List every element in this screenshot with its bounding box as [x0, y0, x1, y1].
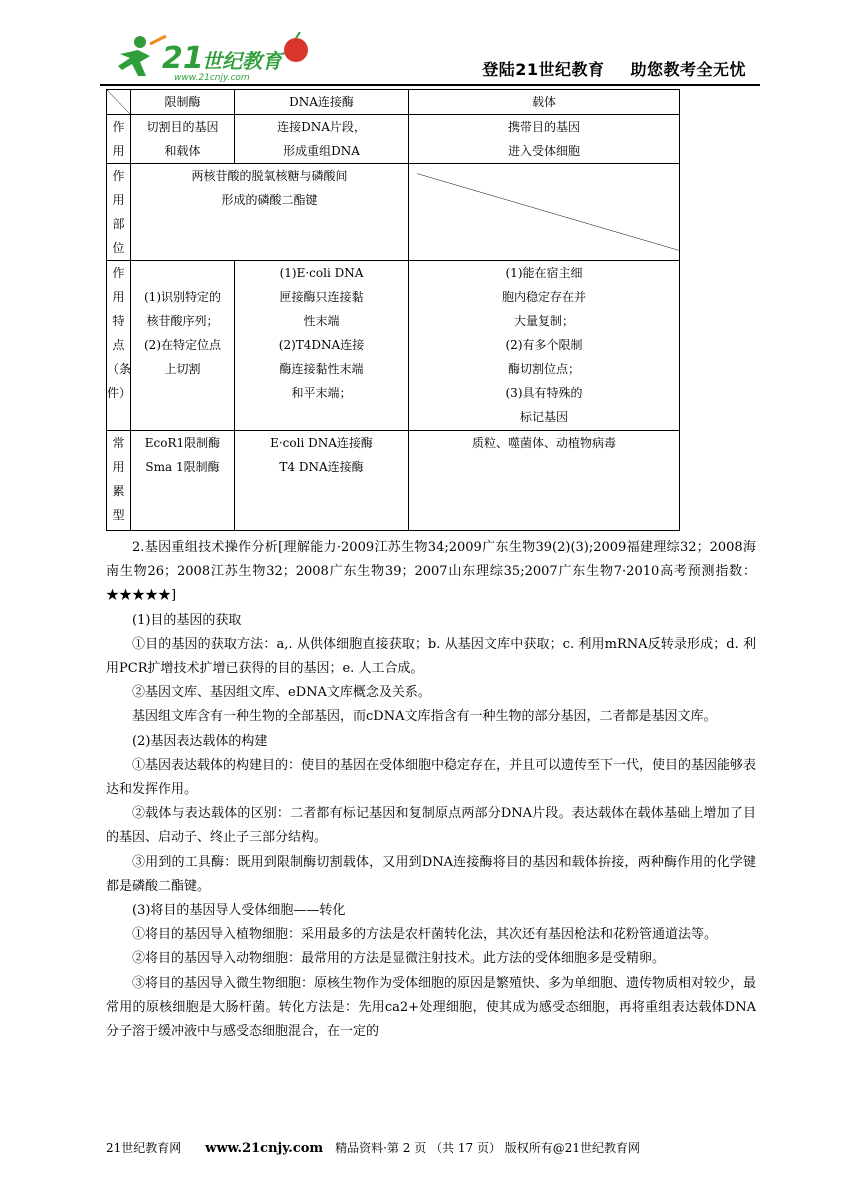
table-cell: 质粒、噬菌体、动植物病毒 [409, 431, 680, 531]
row-label: 作用特点（条件） [107, 261, 131, 431]
paragraph: ①将目的基因导入植物细胞：采用最多的方法是农杆菌转化法，其次还有基因枪法和花粉管通道法等。 [132, 927, 718, 943]
table-cell: E·coli DNA连接酶 T4 DNA连接酶 [235, 431, 409, 531]
paragraph: 基因组文库含有一种生物的全部基因，而cDNA文库指含有一种生物的部分基因，二者都是基因文库。 [132, 709, 717, 725]
svg-text:世纪教育: 世纪教育 [202, 49, 282, 73]
table-cell: (1)能在宿主细 胞内稳定存在并 大量复制； (2)有多个限制 酶切割位点； (3)具有特殊的 标记基因 [409, 261, 680, 431]
slogan-left: 登陆21世纪教育 [482, 60, 605, 79]
logo-graphic [110, 32, 320, 82]
svg-text:21: 21 [162, 41, 204, 76]
row-label: 作用 [107, 115, 131, 164]
table-row [107, 431, 680, 531]
table-cell-merged: 两核苷酸的脱氧核糖与磷酸间 形成的磷酸二酯键 [131, 164, 409, 261]
footer-site-link[interactable]: www.21cnjy.com [205, 1141, 324, 1156]
table-cell: (1)E·coli DNA 匣接酶只连接黏 性末端 (2)T4DNA连接 酶连接黏性末端 和平末端； [235, 261, 409, 431]
table-cell: (1)识别特定的 核苷酸序列； (2)在特定位点 上切割 [131, 261, 235, 431]
row-label: 常用累型 [107, 431, 131, 531]
table-header-row [107, 90, 680, 115]
table-cell: 携带目的基因 进入受体细胞 [409, 115, 680, 164]
table-row [107, 164, 680, 261]
paragraph: ②载体与表达载体的区别：二者都有标记基因和复制原点两部分DNA片段。表达载体在载体基础上增加了目的基因、启动子、终止子三部分结构。 [106, 806, 756, 846]
table-row [107, 115, 680, 164]
footer-page-info: 精品资料·第 2 页 （共 17 页） 版权所有@21世纪教育网 [335, 1141, 641, 1155]
paragraph: ①目的基因的获取方法：a,. 从供体细胞直接获取；b. 从基因文库中获取；c. 利用mRNA反转录形成；d. 利用PCR扩增技术扩增已获得的目的基因；e. 人工合成。 [106, 636, 756, 677]
subheading: (1)目的基因的获取 [132, 612, 242, 628]
table-row [107, 261, 680, 431]
table-cell: EcoR1限制酶 Sma 1限制酶 [131, 431, 235, 531]
paragraph: ③将目的基因导入微生物细胞：原核生物作为受体细胞的原因是繁殖快、多为单细胞、遗传物质相对较少，最常用的原核细胞是大肠杆菌。转化方法是：先用ca2+处理细胞，使其成为感受态细胞，再将重组表达载体DNA分子溶于缓冲液中与感受态细胞混合，在一定的 [106, 975, 757, 1040]
column-header: 限制酶 [131, 90, 235, 115]
subheading: (2)基因表达载体的构建 [132, 733, 268, 749]
corner-cell [107, 90, 131, 115]
subheading: (3)将目的基因导人受体细胞——转化 [132, 903, 346, 919]
svg-text:www.21cnjy.com: www.21cnjy.com [174, 73, 250, 82]
paragraph: ②将目的基因导入动物细胞：最常用的方法是显微注射技术。此方法的受体细胞多是受精卵。 [132, 951, 666, 967]
slogan-right: 助您教考全无忧 [630, 60, 746, 79]
enzyme-comparison-table [106, 89, 680, 531]
paragraph: ②基因文库、基因组文库、eDNA文库概念及关系。 [132, 685, 431, 701]
page-header [100, 30, 760, 86]
table-cell: 切割目的基因 和载体 [131, 115, 235, 164]
header-slogan [482, 57, 746, 80]
table-cell: 连接DNA片段， 形成重组DNA [235, 115, 409, 164]
page-footer [106, 1139, 766, 1156]
footer-left: 21世纪教育网 [106, 1141, 182, 1155]
column-header: DNA连接酶 [235, 90, 409, 115]
column-header: 载体 [409, 90, 680, 115]
row-label: 作用部位 [107, 164, 131, 261]
body-text [106, 536, 756, 1044]
paragraph: ①基因表达载体的构建目的：使目的基因在受体细胞中稳定存在，并且可以遗传至下一代，使目的基因能够表达和发挥作用。 [106, 757, 757, 798]
header-divider [100, 84, 760, 86]
paragraph: 2.基因重组技术操作分析[理解能力·2009江苏生物34;2009广东生物39(2)(3);2009福建理综32；2008海南生物26；2008江苏生物32；2008广东生物39；2007山东理综35;2007广东生物7·2010高考预测指数：★★★★★] [106, 540, 756, 604]
paragraph: ③用到的工具酶：既用到限制酶切割载体，又用到DNA连接酶将目的基因和载体拚接，两种酶作用的化学键都是磷酸二酯键。 [106, 854, 756, 894]
site-logo[interactable] [110, 32, 320, 82]
empty-diagonal-cell [409, 164, 680, 261]
